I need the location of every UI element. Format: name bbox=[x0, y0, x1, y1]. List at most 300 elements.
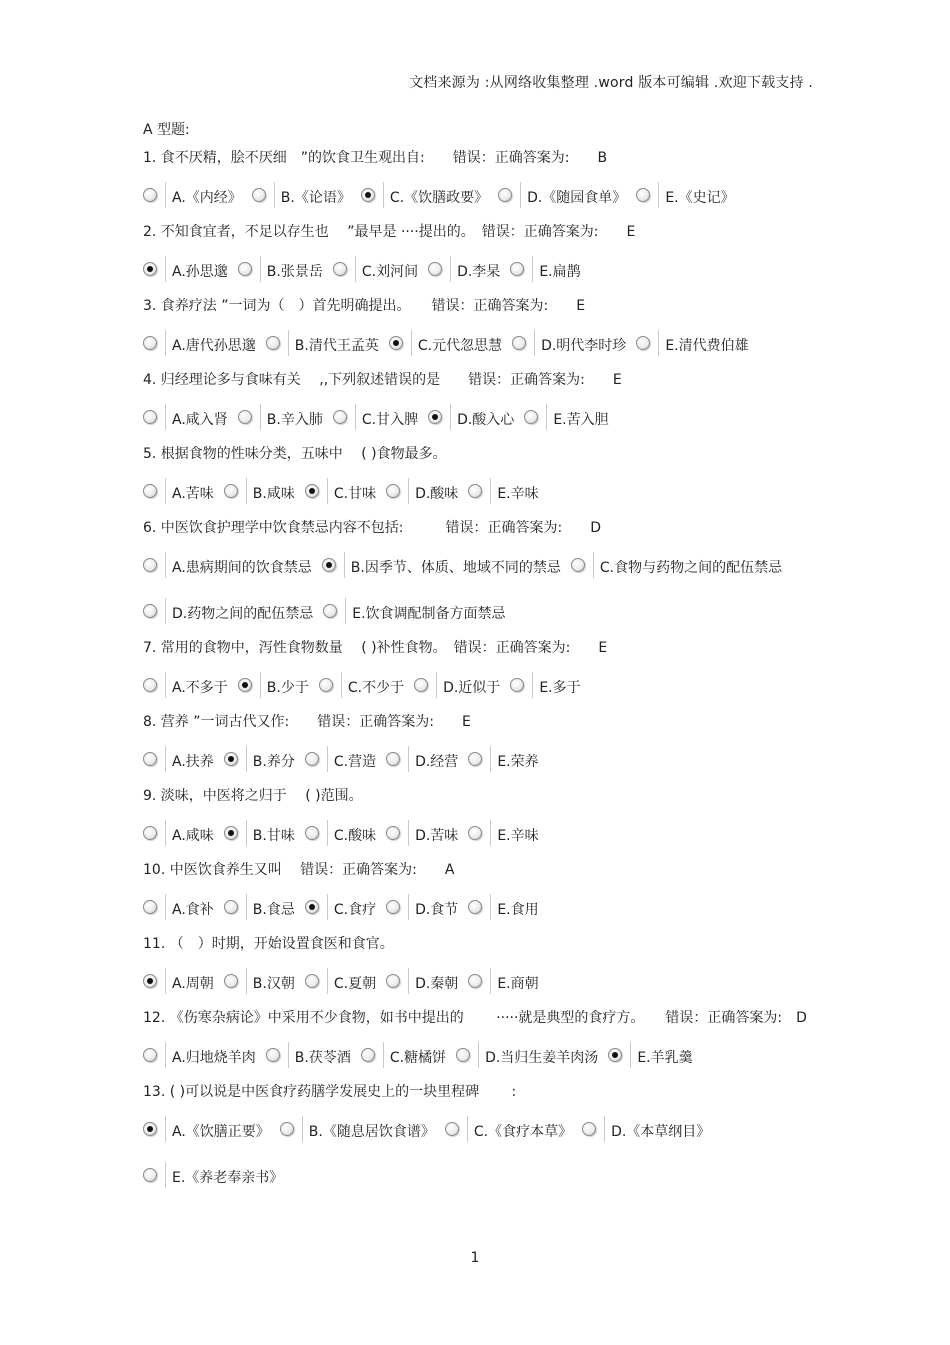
option-group bbox=[143, 820, 813, 846]
option-label: B.汉朝 bbox=[252, 976, 295, 992]
option-b[interactable] bbox=[266, 330, 379, 356]
option-d[interactable] bbox=[143, 598, 313, 624]
option-divider bbox=[490, 478, 491, 504]
option-e[interactable] bbox=[524, 404, 608, 430]
option-label: E.辛味 bbox=[497, 828, 539, 844]
question-text: 5. 根据食物的性味分类，五味中 ( )食物最多。 bbox=[143, 446, 447, 462]
radio-button-icon[interactable] bbox=[323, 604, 337, 618]
option-label: D.当归生姜羊肉汤 bbox=[485, 1050, 599, 1066]
radio-button-icon[interactable] bbox=[468, 900, 482, 914]
option-label: C.甘味 bbox=[333, 486, 377, 502]
option-divider bbox=[490, 894, 491, 920]
option-b[interactable] bbox=[224, 820, 295, 846]
option-divider bbox=[408, 968, 409, 994]
option-b[interactable] bbox=[224, 478, 295, 504]
radio-button-icon[interactable] bbox=[468, 826, 482, 840]
option-label: E.苦入胆 bbox=[553, 412, 609, 428]
radio-button-icon[interactable] bbox=[143, 262, 157, 276]
option-label: A.不多于 bbox=[172, 680, 228, 696]
option-b[interactable] bbox=[238, 404, 323, 430]
radio-button-icon[interactable] bbox=[386, 826, 400, 840]
option-group bbox=[143, 256, 813, 282]
option-label: A.唐代孙思邈 bbox=[172, 338, 256, 354]
option-b[interactable] bbox=[224, 968, 295, 994]
option-divider bbox=[408, 894, 409, 920]
radio-button-icon[interactable] bbox=[305, 974, 319, 988]
option-e[interactable] bbox=[143, 1162, 283, 1188]
option-b[interactable] bbox=[238, 672, 309, 698]
option-b[interactable] bbox=[224, 746, 295, 772]
radio-button-icon[interactable] bbox=[238, 678, 252, 692]
option-label: A.《内经》 bbox=[172, 190, 242, 206]
option-c[interactable] bbox=[319, 672, 404, 698]
option-label: D.李杲 bbox=[457, 264, 501, 280]
option-e[interactable] bbox=[510, 672, 580, 698]
option-label: C.糖橘饼 bbox=[389, 1050, 447, 1066]
question-text: 11. （ ）时期，开始设置食医和食官。 bbox=[143, 936, 394, 952]
option-divider bbox=[327, 820, 328, 846]
question-5 bbox=[143, 444, 813, 504]
option-label: E.羊乳羹 bbox=[637, 1050, 693, 1066]
question-text: 6. 中医饮食护理学中饮食禁忌内容不包括: 错误：正确答案为: D bbox=[143, 520, 602, 536]
option-d[interactable] bbox=[428, 256, 500, 282]
radio-button-icon[interactable] bbox=[143, 1122, 157, 1136]
option-label: A.咸入肾 bbox=[172, 412, 228, 428]
option-label: C.酸味 bbox=[333, 828, 377, 844]
option-divider bbox=[408, 746, 409, 772]
option-label: E.荣养 bbox=[497, 754, 539, 770]
question-8 bbox=[143, 712, 813, 772]
option-group bbox=[143, 1116, 813, 1188]
radio-button-icon[interactable] bbox=[305, 900, 319, 914]
option-label: D.酸入心 bbox=[457, 412, 515, 428]
radio-button-icon[interactable] bbox=[224, 752, 238, 766]
option-label: B.因季节、体质、地域不同的禁忌 bbox=[350, 560, 561, 576]
question-13 bbox=[143, 1082, 813, 1188]
option-divider bbox=[327, 478, 328, 504]
question-7 bbox=[143, 638, 813, 698]
radio-button-icon[interactable] bbox=[143, 678, 157, 692]
option-e[interactable] bbox=[468, 478, 538, 504]
question-1 bbox=[143, 148, 813, 208]
option-label: B.食忌 bbox=[252, 902, 295, 918]
option-divider bbox=[345, 598, 346, 624]
radio-button-icon[interactable] bbox=[428, 410, 442, 424]
radio-button-icon[interactable] bbox=[386, 752, 400, 766]
option-label: A.食补 bbox=[172, 902, 214, 918]
radio-button-icon[interactable] bbox=[224, 826, 238, 840]
option-label: E.《史记》 bbox=[665, 190, 735, 206]
option-divider bbox=[532, 256, 533, 282]
option-label: A.扶养 bbox=[172, 754, 214, 770]
option-group bbox=[143, 894, 813, 920]
option-group bbox=[143, 1042, 813, 1068]
option-label: D.酸味 bbox=[415, 486, 459, 502]
option-a[interactable] bbox=[143, 968, 214, 994]
radio-button-icon[interactable] bbox=[608, 1048, 622, 1062]
option-d[interactable] bbox=[582, 1116, 710, 1142]
option-a[interactable] bbox=[143, 672, 228, 698]
option-divider bbox=[274, 182, 275, 208]
radio-button-icon[interactable] bbox=[305, 484, 319, 498]
option-divider bbox=[408, 478, 409, 504]
option-group bbox=[143, 182, 813, 208]
question-text: 2. 不知食宜者，不足以存生也 ”最早是 ····提出的。 错误：正确答案为: E bbox=[143, 224, 636, 240]
option-c[interactable] bbox=[305, 968, 376, 994]
radio-button-icon[interactable] bbox=[143, 188, 157, 202]
option-e[interactable] bbox=[468, 894, 538, 920]
option-c[interactable] bbox=[361, 1042, 446, 1068]
radio-button-icon[interactable] bbox=[582, 1122, 596, 1136]
question-10 bbox=[143, 860, 813, 920]
option-label: D.食节 bbox=[415, 902, 459, 918]
radio-button-icon[interactable] bbox=[143, 558, 157, 572]
option-label: E.多于 bbox=[539, 680, 581, 696]
option-d[interactable] bbox=[414, 672, 500, 698]
option-group bbox=[143, 552, 813, 624]
option-label: A.孙思邈 bbox=[172, 264, 228, 280]
option-b[interactable] bbox=[252, 182, 351, 208]
option-divider bbox=[490, 968, 491, 994]
option-divider bbox=[658, 330, 659, 356]
option-group bbox=[143, 746, 813, 772]
option-divider bbox=[408, 820, 409, 846]
option-label: D.苦味 bbox=[415, 828, 459, 844]
radio-button-icon[interactable] bbox=[143, 1048, 157, 1062]
option-c[interactable] bbox=[305, 894, 376, 920]
page-header: 文档来源为 :从网络收集整理 .word 版本可编辑 .欢迎下载支持 . bbox=[409, 75, 813, 91]
option-divider bbox=[490, 746, 491, 772]
option-divider bbox=[260, 404, 261, 430]
option-c[interactable] bbox=[333, 256, 418, 282]
option-label: A.归地烧羊肉 bbox=[172, 1050, 256, 1066]
option-a[interactable] bbox=[143, 894, 214, 920]
question-11 bbox=[143, 934, 813, 994]
option-divider bbox=[490, 820, 491, 846]
option-divider bbox=[467, 1116, 468, 1142]
radio-button-icon[interactable] bbox=[468, 974, 482, 988]
radio-button-icon[interactable] bbox=[510, 678, 524, 692]
radio-button-icon[interactable] bbox=[143, 900, 157, 914]
option-a[interactable] bbox=[143, 820, 214, 846]
question-6 bbox=[143, 518, 813, 624]
option-divider bbox=[165, 404, 166, 430]
option-b[interactable] bbox=[224, 894, 295, 920]
option-a[interactable] bbox=[143, 330, 256, 356]
option-label: D.明代李时珍 bbox=[541, 338, 627, 354]
option-b[interactable] bbox=[238, 256, 323, 282]
option-divider bbox=[450, 404, 451, 430]
option-divider bbox=[165, 552, 166, 578]
radio-button-icon[interactable] bbox=[468, 484, 482, 498]
question-text: 12. 《伤寒杂病论》中采用不少食物，如书中提出的 ·····就是典型的食疗方。 错误：正确答案为: D bbox=[143, 1010, 807, 1026]
option-d[interactable] bbox=[512, 330, 626, 356]
option-d[interactable] bbox=[498, 182, 626, 208]
option-label: C.夏朝 bbox=[333, 976, 377, 992]
option-label: B.《随息居饮食谱》 bbox=[308, 1124, 435, 1140]
option-divider bbox=[165, 330, 166, 356]
option-divider bbox=[246, 746, 247, 772]
option-divider bbox=[165, 1162, 166, 1188]
question-text: 8. 营养 ”一词古代又作: 错误：正确答案为: E bbox=[143, 714, 471, 730]
option-divider bbox=[260, 256, 261, 282]
option-label: B.少于 bbox=[266, 680, 309, 696]
option-divider bbox=[327, 968, 328, 994]
option-label: E.《养老奉亲书》 bbox=[172, 1170, 284, 1186]
radio-button-icon[interactable] bbox=[524, 410, 538, 424]
radio-button-icon[interactable] bbox=[636, 336, 650, 350]
radio-button-icon[interactable] bbox=[143, 974, 157, 988]
option-divider bbox=[344, 552, 345, 578]
option-label: D.经营 bbox=[415, 754, 459, 770]
option-label: C.元代忽思慧 bbox=[417, 338, 503, 354]
option-c[interactable] bbox=[389, 330, 502, 356]
radio-button-icon[interactable] bbox=[333, 410, 347, 424]
page-number: 1 bbox=[470, 1250, 480, 1266]
option-label: B.茯苓酒 bbox=[294, 1050, 351, 1066]
radio-button-icon[interactable] bbox=[224, 900, 238, 914]
radio-button-icon[interactable] bbox=[468, 752, 482, 766]
option-e[interactable] bbox=[468, 820, 538, 846]
option-label: B.甘味 bbox=[252, 828, 295, 844]
option-e[interactable] bbox=[608, 1042, 692, 1068]
radio-button-icon[interactable] bbox=[280, 1122, 294, 1136]
option-label: C.《食疗本草》 bbox=[473, 1124, 573, 1140]
option-c[interactable] bbox=[305, 746, 376, 772]
option-group bbox=[143, 330, 813, 356]
option-label: E.扁鹊 bbox=[539, 264, 581, 280]
option-c[interactable] bbox=[361, 182, 488, 208]
radio-button-icon[interactable] bbox=[333, 262, 347, 276]
option-label: E.商朝 bbox=[497, 976, 539, 992]
option-divider bbox=[165, 478, 166, 504]
radio-button-icon[interactable] bbox=[319, 678, 333, 692]
option-label: B.养分 bbox=[252, 754, 295, 770]
option-divider bbox=[630, 1042, 631, 1068]
question-text: 9. 淡味，中医将之归于 ( )范围。 bbox=[143, 788, 363, 804]
radio-button-icon[interactable] bbox=[266, 336, 280, 350]
option-label: C.食物与药物之间的配伍禁忌 bbox=[599, 560, 783, 576]
radio-button-icon[interactable] bbox=[445, 1122, 459, 1136]
option-d[interactable] bbox=[456, 1042, 598, 1068]
option-divider bbox=[546, 404, 547, 430]
radio-button-icon[interactable] bbox=[361, 188, 375, 202]
option-label: B.咸味 bbox=[252, 486, 295, 502]
option-c[interactable] bbox=[333, 404, 418, 430]
radio-button-icon[interactable] bbox=[512, 336, 526, 350]
option-e[interactable] bbox=[468, 968, 538, 994]
option-label: B.清代王孟英 bbox=[294, 338, 379, 354]
radio-button-icon[interactable] bbox=[252, 188, 266, 202]
option-b[interactable] bbox=[280, 1116, 435, 1142]
option-divider bbox=[436, 672, 437, 698]
option-divider bbox=[341, 672, 342, 698]
option-label: B.《论语》 bbox=[280, 190, 351, 206]
option-d[interactable] bbox=[386, 820, 458, 846]
option-divider bbox=[165, 672, 166, 698]
option-a[interactable] bbox=[143, 182, 242, 208]
option-divider bbox=[288, 1042, 289, 1068]
option-d[interactable] bbox=[386, 968, 458, 994]
option-group bbox=[143, 968, 813, 994]
option-divider bbox=[327, 746, 328, 772]
radio-button-icon[interactable] bbox=[322, 558, 336, 572]
option-divider bbox=[658, 182, 659, 208]
option-divider bbox=[383, 1042, 384, 1068]
radio-button-icon[interactable] bbox=[636, 188, 650, 202]
radio-button-icon[interactable] bbox=[238, 410, 252, 424]
question-text: 4. 归经理论多与食味有关 ,,下列叙述错误的是 错误：正确答案为: E bbox=[143, 372, 622, 388]
option-divider bbox=[246, 820, 247, 846]
option-divider bbox=[246, 894, 247, 920]
option-divider bbox=[478, 1042, 479, 1068]
option-divider bbox=[246, 478, 247, 504]
option-label: C.不少于 bbox=[347, 680, 405, 696]
option-divider bbox=[593, 552, 594, 578]
option-e[interactable] bbox=[636, 330, 748, 356]
option-label: C.刘河间 bbox=[361, 264, 419, 280]
radio-button-icon[interactable] bbox=[143, 1168, 157, 1182]
radio-button-icon[interactable] bbox=[143, 604, 157, 618]
option-c[interactable] bbox=[571, 552, 782, 578]
radio-button-icon[interactable] bbox=[305, 826, 319, 840]
option-divider bbox=[288, 330, 289, 356]
option-divider bbox=[327, 894, 328, 920]
radio-button-icon[interactable] bbox=[386, 974, 400, 988]
radio-button-icon[interactable] bbox=[498, 188, 512, 202]
option-divider bbox=[532, 672, 533, 698]
option-group bbox=[143, 404, 813, 430]
radio-button-icon[interactable] bbox=[143, 410, 157, 424]
radio-button-icon[interactable] bbox=[361, 1048, 375, 1062]
question-text: 1. 食不厌精，脍不厌细 ”的饮食卫生观出自: 错误：正确答案为: B bbox=[143, 150, 608, 166]
radio-button-icon[interactable] bbox=[428, 262, 442, 276]
option-d[interactable] bbox=[386, 894, 458, 920]
option-label: D.《本草纲目》 bbox=[611, 1124, 711, 1140]
option-label: C.《饮膳政要》 bbox=[389, 190, 489, 206]
option-divider bbox=[165, 256, 166, 282]
question-text: 13. ( )可以说是中医食疗药膳学发展史上的一块里程碑 : bbox=[143, 1084, 517, 1100]
question-2 bbox=[143, 222, 813, 282]
option-c[interactable] bbox=[305, 478, 376, 504]
option-label: C.营造 bbox=[333, 754, 377, 770]
option-a[interactable] bbox=[143, 256, 228, 282]
option-divider bbox=[165, 820, 166, 846]
option-b[interactable] bbox=[322, 552, 561, 578]
option-group bbox=[143, 478, 813, 504]
option-divider bbox=[165, 182, 166, 208]
radio-button-icon[interactable] bbox=[305, 752, 319, 766]
option-label: A.苦味 bbox=[172, 486, 214, 502]
option-label: C.甘入脾 bbox=[361, 412, 419, 428]
option-divider bbox=[165, 1116, 166, 1142]
option-label: E.清代费伯雄 bbox=[665, 338, 749, 354]
option-divider bbox=[260, 672, 261, 698]
option-divider bbox=[355, 256, 356, 282]
radio-button-icon[interactable] bbox=[389, 336, 403, 350]
option-a[interactable] bbox=[143, 404, 228, 430]
radio-button-icon[interactable] bbox=[143, 826, 157, 840]
radio-button-icon[interactable] bbox=[456, 1048, 470, 1062]
option-divider bbox=[604, 1116, 605, 1142]
question-4 bbox=[143, 370, 813, 430]
option-label: D.《随园食单》 bbox=[527, 190, 627, 206]
option-a[interactable] bbox=[143, 478, 214, 504]
option-divider bbox=[534, 330, 535, 356]
option-divider bbox=[383, 182, 384, 208]
option-divider bbox=[165, 1042, 166, 1068]
radio-button-icon[interactable] bbox=[224, 974, 238, 988]
radio-button-icon[interactable] bbox=[238, 262, 252, 276]
radio-button-icon[interactable] bbox=[224, 484, 238, 498]
radio-button-icon[interactable] bbox=[143, 484, 157, 498]
option-divider bbox=[246, 968, 247, 994]
option-label: B.辛入肺 bbox=[266, 412, 323, 428]
option-label: A.患病期间的饮食禁忌 bbox=[172, 560, 312, 576]
option-label: A.咸味 bbox=[172, 828, 214, 844]
option-a[interactable] bbox=[143, 1042, 256, 1068]
radio-button-icon[interactable] bbox=[266, 1048, 280, 1062]
option-c[interactable] bbox=[305, 820, 376, 846]
option-e[interactable] bbox=[636, 182, 734, 208]
option-label: D.秦朝 bbox=[415, 976, 459, 992]
question-3 bbox=[143, 296, 813, 356]
radio-button-icon[interactable] bbox=[386, 484, 400, 498]
option-a[interactable] bbox=[143, 746, 214, 772]
option-divider bbox=[165, 968, 166, 994]
option-label: A.周朝 bbox=[172, 976, 214, 992]
question-list bbox=[143, 148, 813, 1188]
option-label: E.辛味 bbox=[497, 486, 539, 502]
option-divider bbox=[450, 256, 451, 282]
option-divider bbox=[355, 404, 356, 430]
option-d[interactable] bbox=[386, 746, 458, 772]
radio-button-icon[interactable] bbox=[143, 752, 157, 766]
radio-button-icon[interactable] bbox=[414, 678, 428, 692]
option-divider bbox=[165, 746, 166, 772]
option-d[interactable] bbox=[428, 404, 514, 430]
option-label: B.张景岳 bbox=[266, 264, 323, 280]
option-label: E.饮食调配制备方面禁忌 bbox=[352, 606, 506, 622]
option-divider bbox=[302, 1116, 303, 1142]
option-e[interactable] bbox=[468, 746, 538, 772]
option-label: D.近似于 bbox=[443, 680, 501, 696]
option-d[interactable] bbox=[386, 478, 458, 504]
question-text: 7. 常用的食物中，泻性食物数量 ( )补性食物。 错误：正确答案为: E bbox=[143, 640, 608, 656]
option-e[interactable] bbox=[510, 256, 580, 282]
quiz-content bbox=[143, 120, 813, 1202]
radio-button-icon[interactable] bbox=[386, 900, 400, 914]
option-label: E.食用 bbox=[497, 902, 539, 918]
option-divider bbox=[165, 894, 166, 920]
radio-button-icon[interactable] bbox=[143, 336, 157, 350]
option-b[interactable] bbox=[266, 1042, 351, 1068]
option-divider bbox=[520, 182, 521, 208]
question-12 bbox=[143, 1008, 813, 1068]
question-9 bbox=[143, 786, 813, 846]
option-a[interactable] bbox=[143, 1116, 270, 1142]
option-label: D.药物之间的配伍禁忌 bbox=[172, 606, 314, 622]
section-title: A 型题: bbox=[143, 122, 190, 138]
radio-button-icon[interactable] bbox=[510, 262, 524, 276]
option-c[interactable] bbox=[445, 1116, 572, 1142]
option-divider bbox=[165, 598, 166, 624]
question-text: 3. 食养疗法 ”一词为（ ）首先明确提出。 错误：正确答案为: E bbox=[143, 298, 586, 314]
option-label: A.《饮膳正要》 bbox=[172, 1124, 270, 1140]
radio-button-icon[interactable] bbox=[571, 558, 585, 572]
option-e[interactable] bbox=[323, 598, 505, 624]
option-a[interactable] bbox=[143, 552, 312, 578]
